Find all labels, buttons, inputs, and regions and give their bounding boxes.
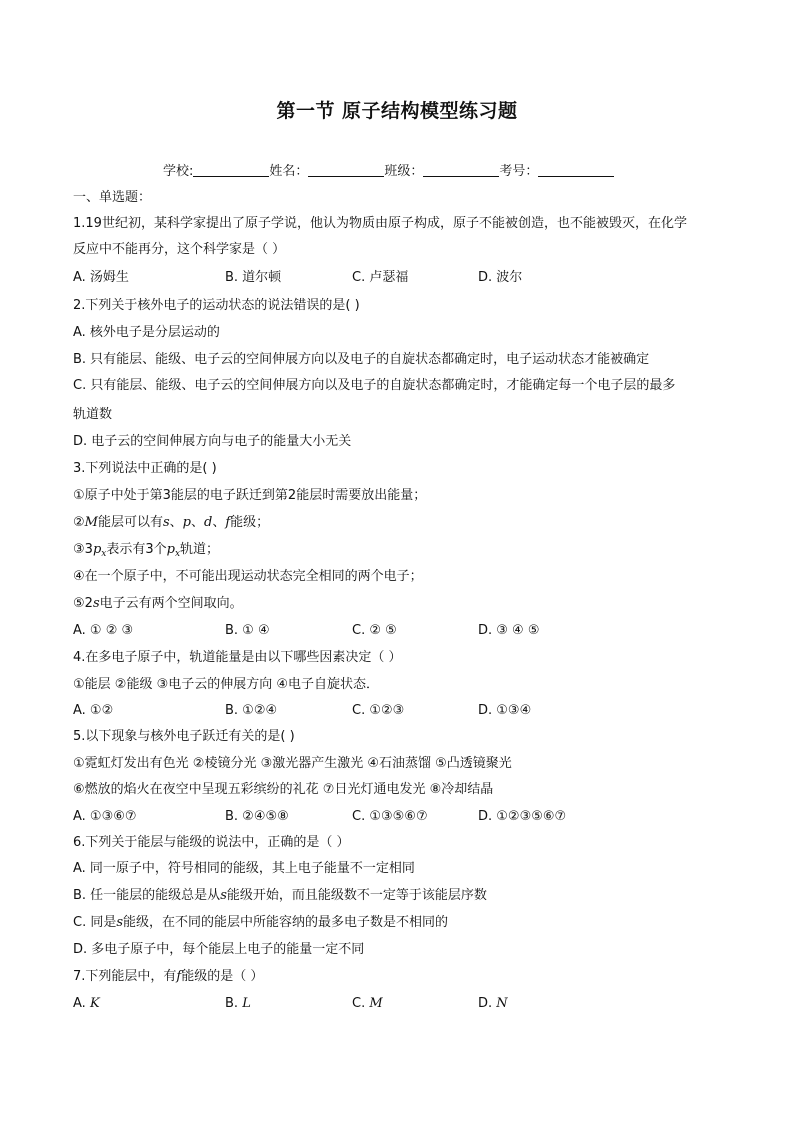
section-heading: 一、单选题：	[73, 190, 152, 205]
q3-statement-2: ②M能层可以有s、p、d、f能级；	[73, 515, 270, 530]
q1-option-a[interactable]: A. 汤姆生	[73, 270, 129, 285]
q3-statement-3: $③3p_x$表示有3个$p_x$轨道；	[73, 542, 220, 559]
q7-option-b[interactable]: B. L	[225, 996, 251, 1011]
q1-stem-line2: 反应中不能再分，这个科学家是（ ）	[73, 242, 286, 257]
q4-option-d[interactable]: D. ①③④	[478, 703, 532, 718]
q3-option-c[interactable]: C. ② ⑤	[352, 623, 397, 638]
q4-factors: ①能层 ②能级 ③电子云的伸展方向 ④电子自旋状态．	[73, 677, 380, 692]
q5-phenomena-line1: ①霓虹灯发出有色光 ②棱镜分光 ③激光器产生激光 ④石油蒸馏 ⑤凸透镜聚光	[73, 756, 512, 771]
q3-stem: 3.下列说法中正确的是( )	[73, 461, 217, 476]
school-blank[interactable]	[193, 163, 269, 177]
q1-stem-line1: 1.19世纪初，某科学家提出了原子学说，他认为物质由原子构成，原子不能被创造，也不能被毁灭，在化学	[73, 216, 687, 231]
q3-option-a[interactable]: A. ① ② ③	[73, 623, 134, 638]
q4-option-b[interactable]: B. ①②④	[225, 703, 278, 718]
q5-phenomena-line2: ⑥燃放的焰火在夜空中呈现五彩缤纷的礼花 ⑦日光灯通电发光 ⑧冷却结晶	[73, 782, 494, 797]
student-info-line	[163, 160, 614, 179]
exam-no-label: 考号：	[499, 164, 539, 179]
q2-stem: 2.下列关于核外电子的运动状态的说法错误的是( )	[73, 298, 360, 313]
q2-option-a[interactable]: A. 核外电子是分层运动的	[73, 325, 220, 340]
q3-statement-4: ④在一个原子中，不可能出现运动状态完全相同的两个电子；	[73, 569, 423, 584]
q6-option-c[interactable]: C. 同是s能级，在不同的能层中所能容纳的最多电子数是不相同的	[73, 915, 449, 930]
q7-stem: 7.下列能层中，有f能级的是（ ）	[73, 969, 264, 984]
q4-stem: 4.在多电子原子中，轨道能量是由以下哪些因素决定（ ）	[73, 650, 402, 665]
q3-statement-5: ⑤2s电子云有两个空间取向。	[73, 596, 243, 611]
q5-stem: 5.以下现象与核外电子跃迁有关的是( )	[73, 729, 295, 744]
q6-option-d[interactable]: D. 多电子原子中，每个能层上电子的能量一定不同	[73, 942, 365, 957]
school-label: 学校:	[163, 164, 194, 179]
q3-option-b[interactable]: B. ① ④	[225, 623, 270, 638]
q2-option-b[interactable]: B. 只有能层、能级、电子云的空间伸展方向以及电子的自旋状态都确定时，电子运动状态才能被确定	[73, 352, 650, 367]
class-blank[interactable]	[423, 163, 499, 177]
q2-option-c-line2[interactable]: 轨道数	[73, 407, 113, 422]
q5-option-c[interactable]: C. ①③⑤⑥⑦	[352, 809, 428, 824]
q5-option-a[interactable]: A. ①③⑥⑦	[73, 809, 137, 824]
q6-option-b[interactable]: B. 任一能层的能级总是从s能级开始，而且能级数不一定等于该能层序数	[73, 888, 487, 903]
name-blank[interactable]	[308, 163, 384, 177]
q4-option-c[interactable]: C. ①②③	[352, 703, 405, 718]
q1-option-b[interactable]: B. 道尔顿	[225, 270, 282, 285]
q7-option-a[interactable]: A. K	[73, 996, 100, 1011]
q2-option-d[interactable]: D. 电子云的空间伸展方向与电子的能量大小无关	[73, 434, 352, 449]
q7-option-c[interactable]: C. M	[352, 996, 383, 1011]
q3-statement-1: ①原子中处于第3能层的电子跃迁到第2能层时需要放出能量；	[73, 488, 427, 503]
q1-option-d[interactable]: D. 波尔	[478, 270, 523, 285]
q6-option-a[interactable]: A. 同一原子中，符号相同的能级，其上电子能量不一定相同	[73, 861, 415, 876]
q5-option-d[interactable]: D. ①②③⑤⑥⑦	[478, 809, 567, 824]
q6-stem: 6.下列关于能层与能级的说法中，正确的是（ ）	[73, 835, 350, 850]
q7-option-d[interactable]: D. N	[478, 996, 508, 1011]
q4-option-a[interactable]: A. ①②	[73, 703, 114, 718]
q5-option-b[interactable]: B. ②④⑤⑧	[225, 809, 289, 824]
q2-option-c-line1[interactable]: C. 只有能层、能级、电子云的空间伸展方向以及电子的自旋状态都确定时，才能确定每一个电子层的最多	[73, 378, 676, 393]
name-label: 姓名：	[269, 164, 309, 179]
q1-option-c[interactable]: C. 卢瑟福	[352, 270, 409, 285]
q3-option-d[interactable]: D. ③ ④ ⑤	[478, 623, 540, 638]
exam-no-blank[interactable]	[538, 163, 614, 177]
page-title: 第一节 原子结构模型练习题	[276, 100, 518, 122]
class-label: 班级：	[384, 164, 424, 179]
